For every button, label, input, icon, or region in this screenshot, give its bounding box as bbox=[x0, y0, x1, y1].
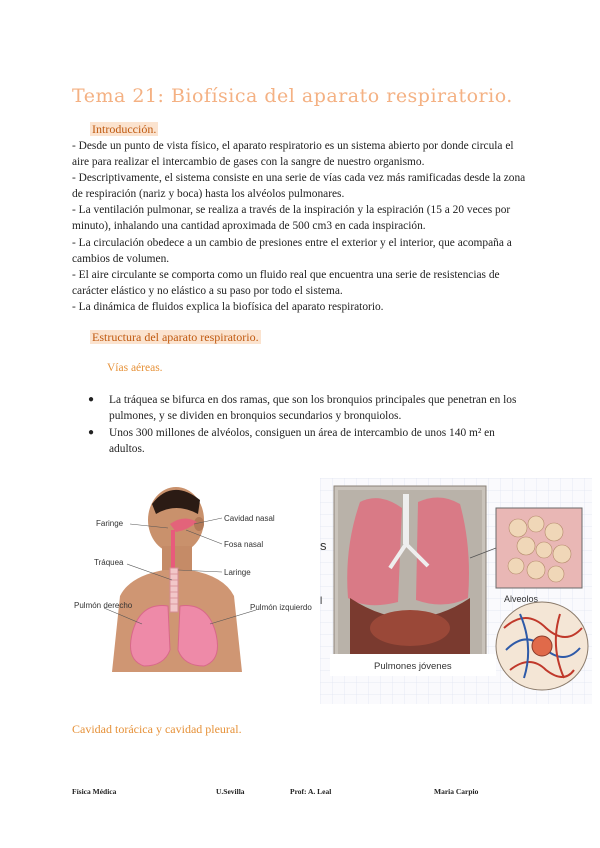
footer-subject: Física Médica bbox=[72, 787, 117, 796]
label-traquea: Tráquea bbox=[94, 558, 124, 567]
intro-heading: Introducción. bbox=[92, 122, 157, 136]
list-item: ● Unos 300 millones de alvéolos, consiguen un área de intercambio de unos 140 m² en adultos. bbox=[88, 425, 528, 457]
page-title: Tema 21: Biofísica del aparato respiratorio. bbox=[72, 84, 513, 107]
airways-subheading: Vías aéreas. bbox=[107, 362, 163, 374]
label-alveolos: Alveolos bbox=[504, 594, 539, 604]
intro-paragraph: - El aire circulante se comporta como un fluido real que encuentra una serie de resistencias de carácter elástico y no elástico a su paso por todo el sistema. bbox=[72, 268, 500, 297]
footer-author: Maria Carpio bbox=[434, 787, 479, 796]
intro-paragraph: - La ventilación pulmonar, se realiza a través de la inspiración y la espiración (15 a 20 veces por minuto), inhalando una cantidad aproximada de 500 cm3 en cada inspiración. bbox=[72, 204, 511, 233]
label-pulmones-jovenes: Pulmones jóvenes bbox=[374, 661, 452, 672]
structure-heading: Estructura del aparato respiratorio. bbox=[92, 330, 259, 344]
intro-paragraph: - La dinámica de fluidos explica la biofísica del aparato respiratorio. bbox=[72, 300, 384, 313]
intro-paragraph: - La circulación obedece a un cambio de presiones entre el exterior y el interior, que acompaña a cambios de volumen. bbox=[72, 236, 512, 265]
label-cavidad-nasal: Cavidad nasal bbox=[224, 514, 275, 523]
intro-paragraph: - Descriptivamente, el sistema consiste en una serie de vías cada vez más ramificadas desde la zona de respiración (nariz y boca) hasta los alvéolos pulmonares. bbox=[72, 172, 526, 201]
label-fosa-nasal: Fosa nasal bbox=[224, 540, 264, 549]
intro-text bbox=[72, 138, 532, 315]
intro-paragraph: - Desde un punto de vista físico, el aparato respiratorio es un sistema abierto por donde circula el aire para realizar el intercambio de gases con la sangre de nuestro organismo. bbox=[72, 140, 514, 169]
list-item: ● La tráquea se bifurca en dos ramas, que son los bronquios principales que penetran en los pulmones, y se dividen en bronquios secundarios y bronquiolos. bbox=[88, 392, 528, 424]
footer-university: U.Sevilla bbox=[216, 787, 245, 796]
thoracic-cavity-heading: Cavidad torácica y cavidad pleural. bbox=[72, 722, 242, 736]
label-laringe: Laringe bbox=[224, 568, 251, 577]
edge-letter: s bbox=[320, 538, 327, 553]
label-faringe: Faringe bbox=[96, 519, 124, 528]
respiratory-anatomy-figure bbox=[72, 484, 312, 672]
edge-letter: l bbox=[320, 596, 323, 607]
label-pulmon-derecho: Pulmón derecho bbox=[74, 601, 133, 610]
label-pulmon-izquierdo: Pulmón izquierdo bbox=[250, 603, 312, 612]
airways-list bbox=[88, 392, 528, 458]
footer-professor: Prof: A. Leal bbox=[290, 787, 332, 796]
lungs-alveoli-figure bbox=[320, 478, 592, 704]
